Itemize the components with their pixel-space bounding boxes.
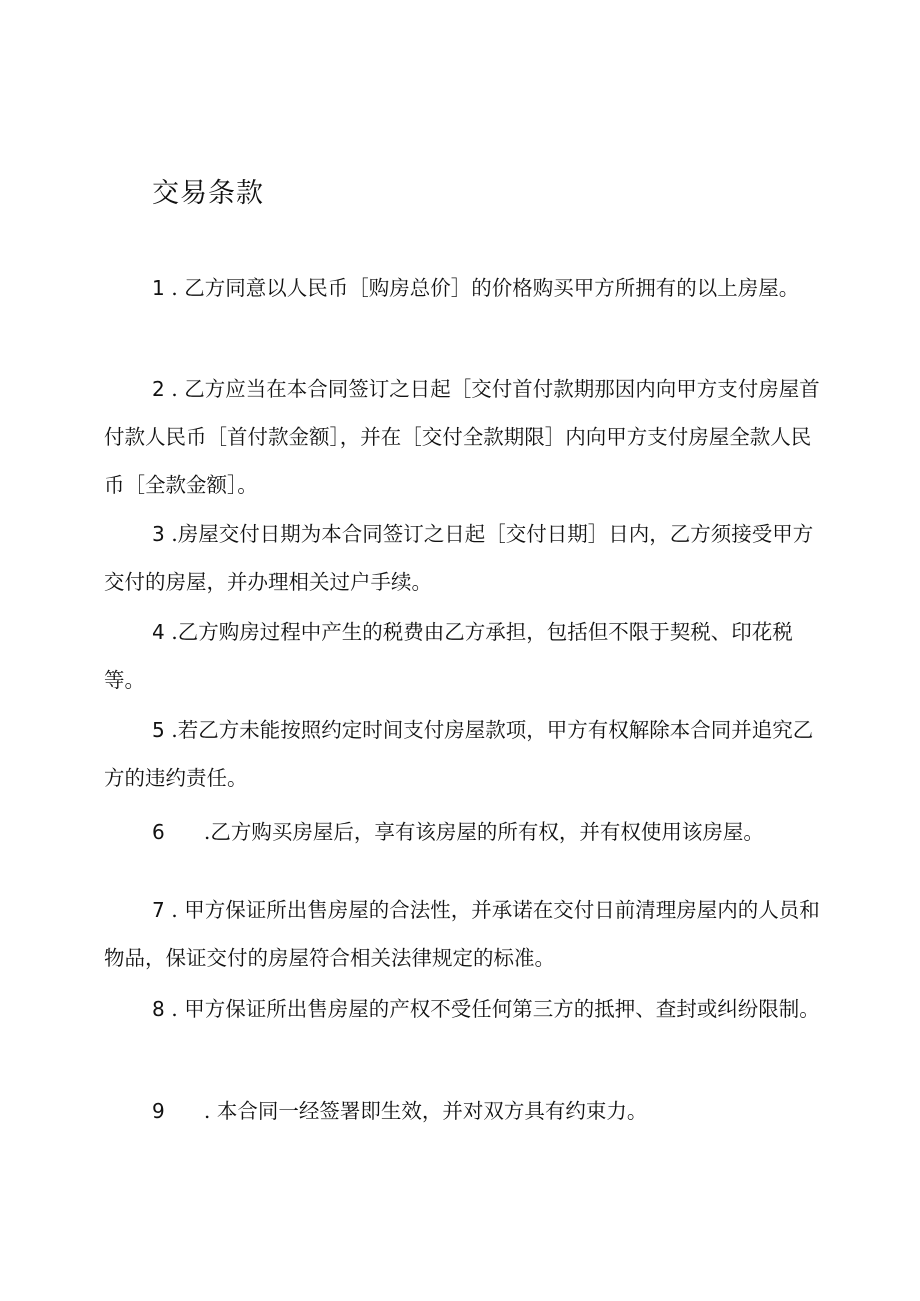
clause-number: 9 xyxy=(152,1099,165,1123)
clause-text: . 乙方同意以人民币［购房总价］的价格购买甲方所拥有的以上房屋。 xyxy=(164,276,800,300)
clause-2 xyxy=(104,365,824,509)
clause-text: .乙方购买房屋后，享有该房屋的所有权，并有权使用该房屋。 xyxy=(164,820,764,844)
clause-text: .乙方购房过程中产生的税费由乙方承担，包括但不限于契税、印花税等。 xyxy=(104,620,793,692)
clause-text: . 甲方保证所出售房屋的产权不受任何第三方的抵押、查封或纠纷限制。 xyxy=(164,997,820,1021)
clause-text: .房屋交付日期为本合同签订之日起［交付日期］日内，乙方须接受甲方交付的房屋，并办理相关过户手续。 xyxy=(104,522,814,594)
page-title: 交易条款 xyxy=(152,178,264,209)
clause-9 xyxy=(104,1087,824,1135)
clause-text: . 乙方应当在本合同签订之日起［交付首付款期那因内向甲方支付房屋首付款人民币［首付款金额］，并在［交付全款期限］内向甲方支付房屋全款人民币［全款金额］。 xyxy=(104,377,820,497)
clause-text: . 甲方保证所出售房屋的合法性，并承诺在交付日前清理房屋内的人员和物品，保证交付的房屋符合相关法律规定的标准。 xyxy=(104,898,820,970)
clause-number: 8 xyxy=(152,997,165,1021)
clause-5 xyxy=(104,706,824,802)
clause-7 xyxy=(104,886,824,982)
clause-number: 5 xyxy=(152,718,165,742)
clause-number: 2 xyxy=(152,377,165,401)
clause-6 xyxy=(104,808,824,856)
clause-number: 7 xyxy=(152,898,165,922)
clause-text: .若乙方未能按照约定时间支付房屋款项，甲方有权解除本合同并追究乙方的违约责任。 xyxy=(104,718,814,790)
clause-3 xyxy=(104,510,824,606)
clause-4 xyxy=(104,608,824,704)
clause-8 xyxy=(104,985,824,1033)
clause-text: . 本合同一经签署即生效，并对双方具有约束力。 xyxy=(164,1099,648,1123)
clause-1 xyxy=(104,264,824,312)
clause-number: 3 xyxy=(152,522,165,546)
clause-number: 4 xyxy=(152,620,165,644)
clause-number: 6 xyxy=(152,820,165,844)
clause-number: 1 xyxy=(152,276,165,300)
